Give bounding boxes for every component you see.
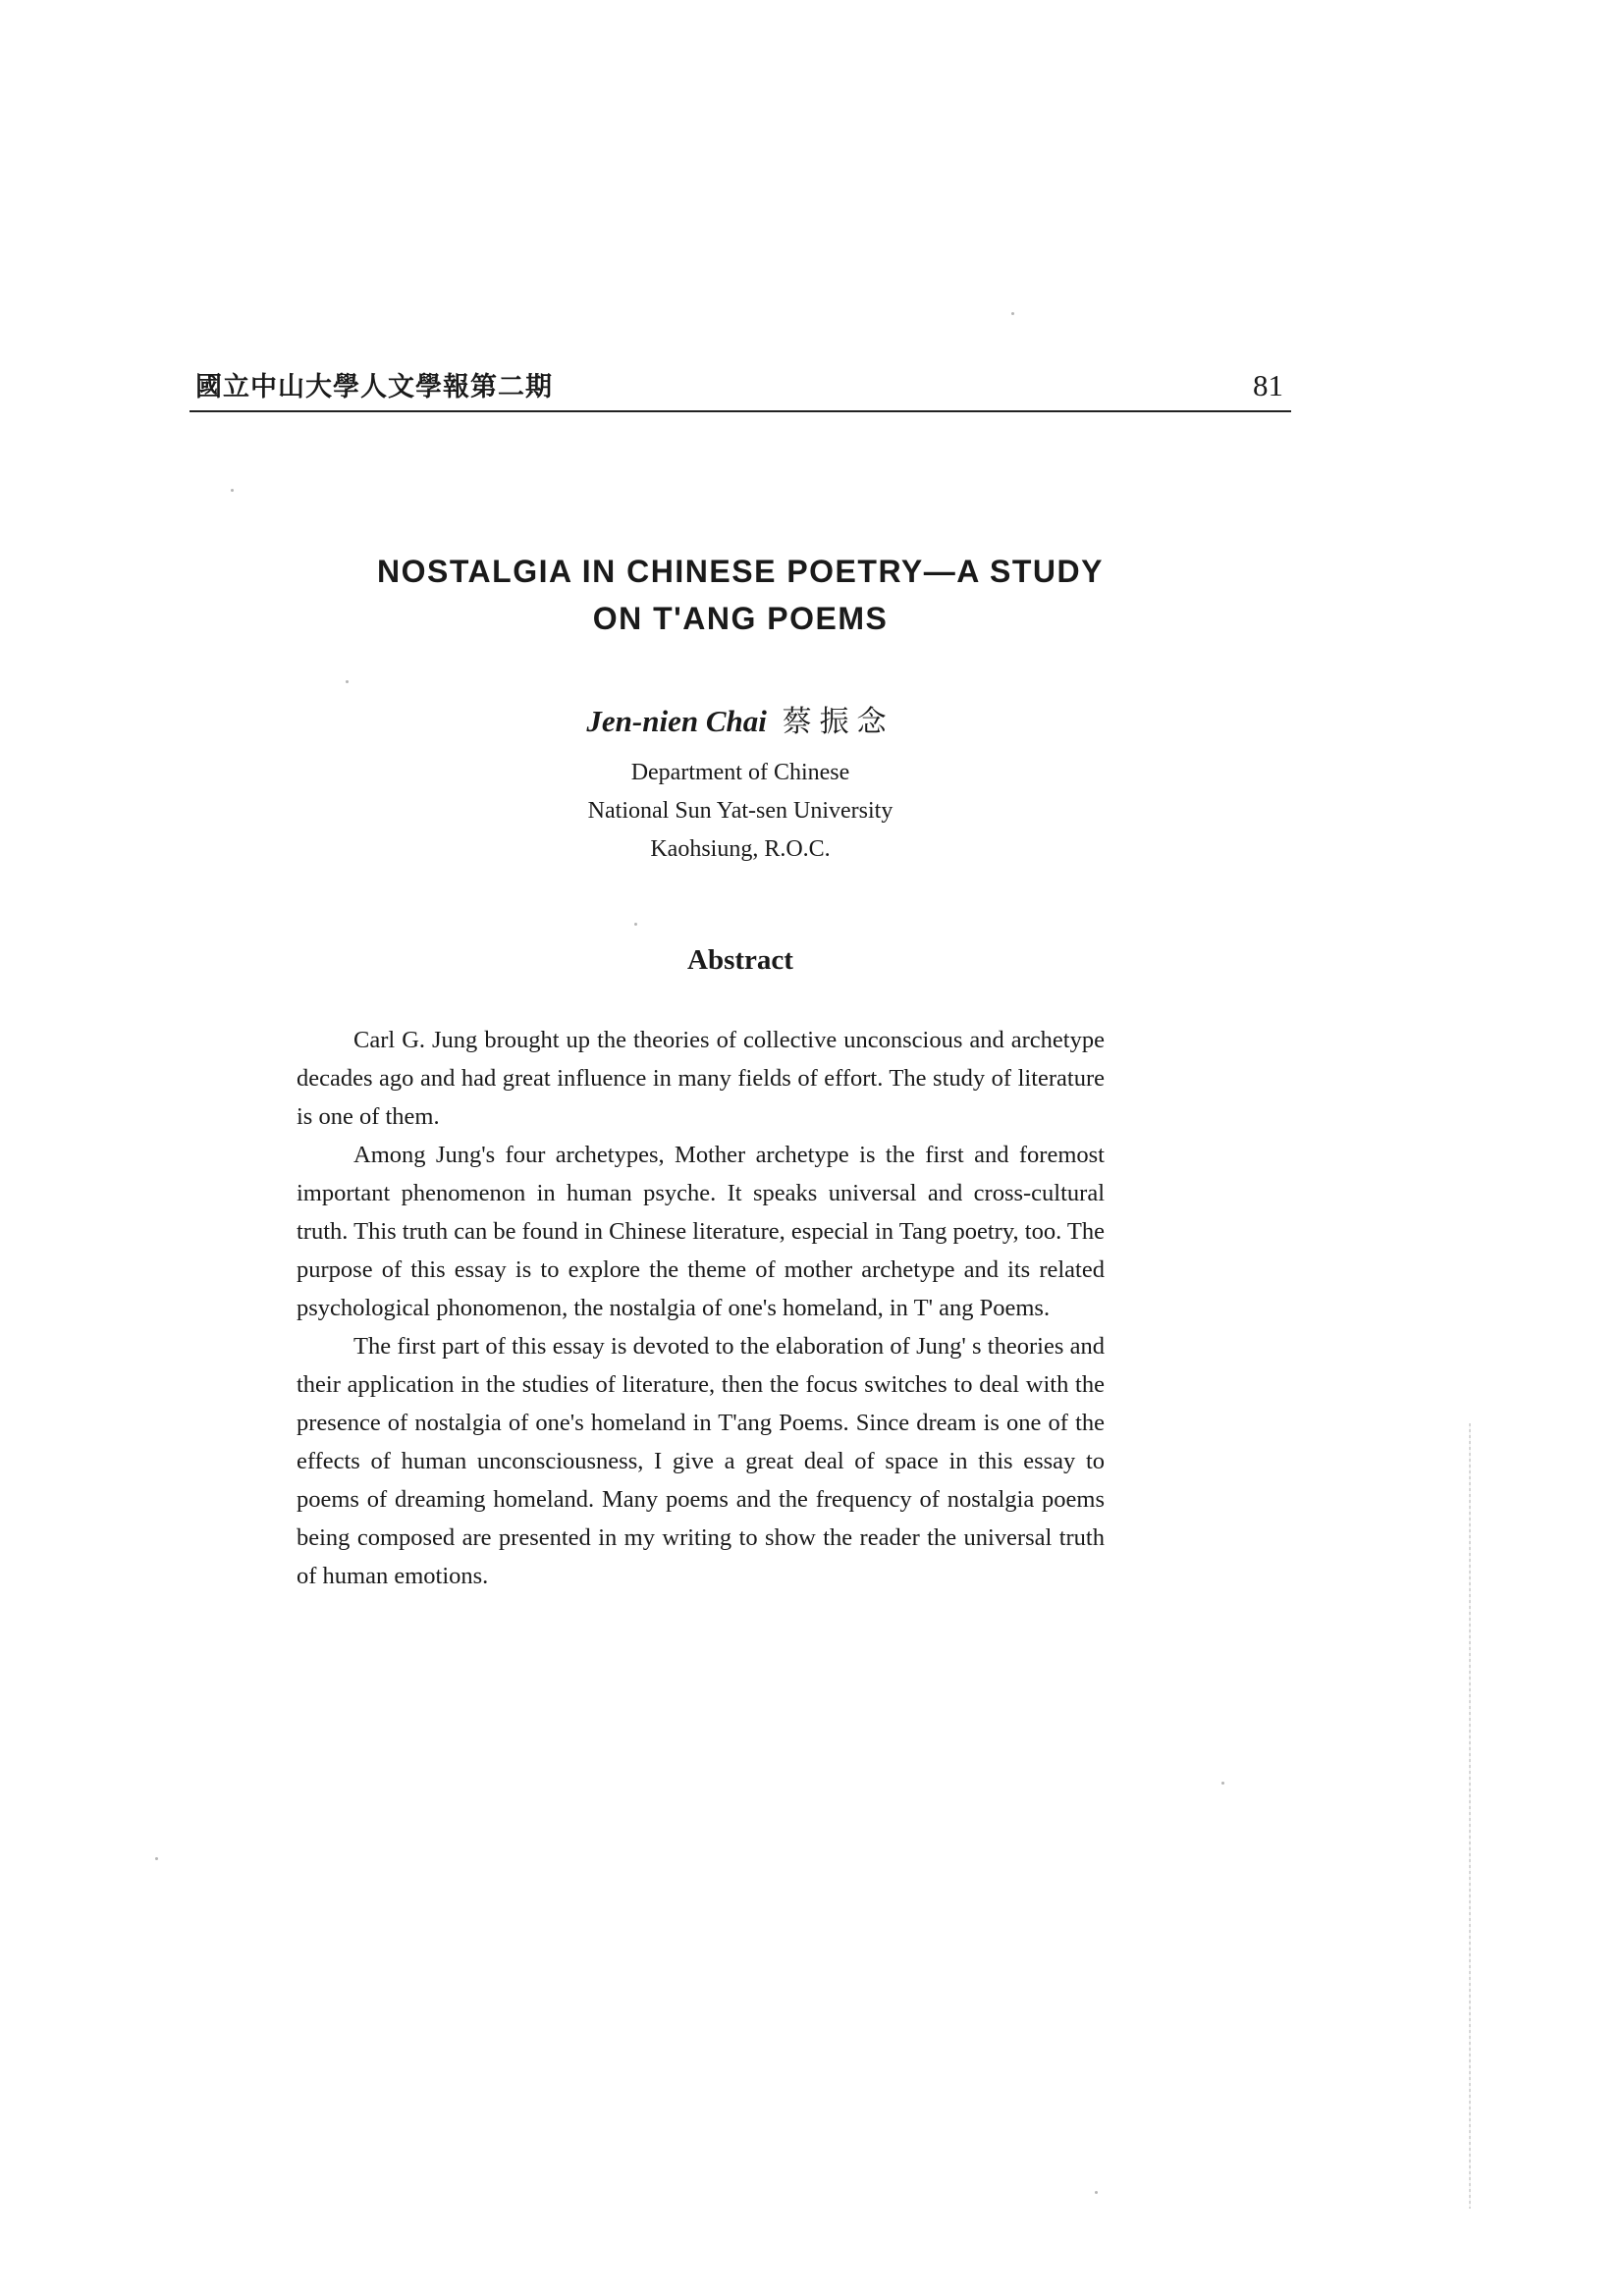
scan-speck [346,680,349,683]
affiliation-university: National Sun Yat-sen University [587,798,893,824]
scan-speck [231,489,234,492]
running-header [189,361,1291,412]
title-line-2: ON T'ANG POEMS [592,601,889,636]
abstract-paragraph-2: Among Jung's four archetypes, Mother archetype is the first and foremost important phenomenon in human psyche. It speaks universal and cross-cultural truth. This truth can be found in Chinese literature, especial in Tang poetry, too. The purpose of this essay is to explore the theme of mother archetype and its related psychological phonomenon, the nostalgia of one's homeland, in T' ang Poems. [297,1142,1105,1321]
scan-speck [1221,1782,1224,1785]
abstract-body [297,1021,1105,1595]
affiliation-department: Department of Chinese [630,760,850,785]
scan-speck [1095,2191,1098,2194]
author-affiliation [189,754,1291,869]
journal-name: 國立中山大學人文學報第二期 [195,372,553,402]
scan-edge-artifact [1469,1423,1471,2209]
abstract-paragraph-3: The first part of this essay is devoted to the elaboration of Jung' s theories and their application in the studies of literature, then the focus switches to deal with the presence of nostalgia of one's homeland in T'ang Poems. Since dream is one of the effects of human unconsciousness, I give a great deal of space in this essay to poems of dreaming homeland. Many poems and the frequency of nostalgia poems being composed are presented in my writing to show the reader the universal truth of human emotions. [297,1333,1105,1589]
author-name: Jen-nien Chai [586,704,767,738]
author-chinese-name: 蔡振念 [782,705,894,739]
scan-speck [155,1857,158,1860]
abstract-heading: Abstract [687,944,793,976]
scan-speck [634,923,637,926]
title-line-1: NOSTALGIA IN CHINESE POETRY—A STUDY [377,554,1104,589]
abstract-paragraph-1: Carl G. Jung brought up the theories of collective unconscious and archetype decades ago and had great influence in many fields of effort. The study of literature is one of them. [297,1027,1105,1130]
article-title [189,548,1291,642]
author-line [189,697,1291,740]
scan-speck [1011,312,1014,315]
affiliation-location: Kaohsiung, R.O.C. [650,836,831,862]
page-number: 81 [1253,368,1283,402]
